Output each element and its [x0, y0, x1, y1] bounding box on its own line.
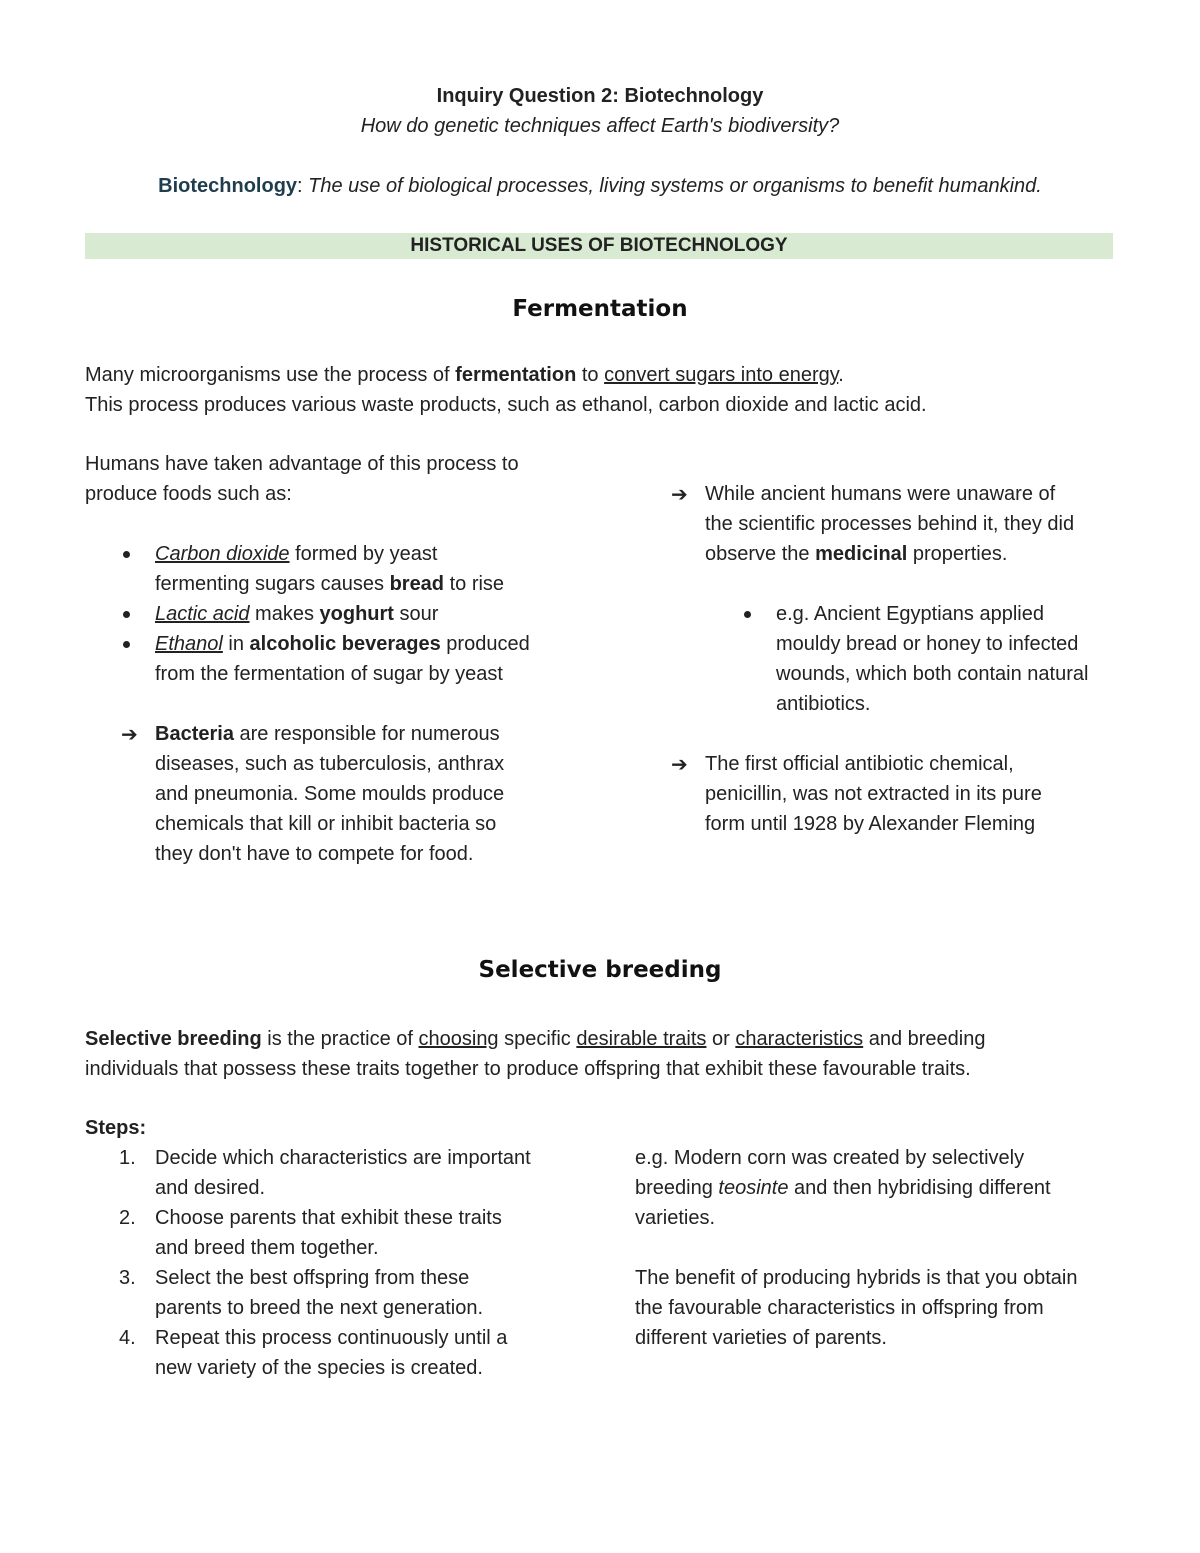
list-item: [85, 629, 605, 689]
text-line: and pneumonia. Some moulds produce: [155, 783, 505, 805]
text-line: new variety of the species is created.: [155, 1357, 483, 1379]
term-alcoholic-beverages: alcoholic beverages: [249, 633, 441, 655]
text-run: or: [706, 1028, 736, 1050]
step-item: [85, 1203, 605, 1263]
underlined-phrase: choosing: [418, 1028, 499, 1050]
text-line: different varieties of parents.: [635, 1327, 887, 1349]
underlined-phrase: desirable traits: [576, 1028, 707, 1050]
step-item: [85, 1323, 605, 1383]
text-line: from the fermentation of sugar by yeast: [155, 663, 503, 685]
term-bacteria: Bacteria: [155, 723, 234, 745]
arrow-right-icon: ➔: [121, 722, 138, 746]
list-item: [635, 599, 1155, 719]
step-number: 3.: [119, 1267, 136, 1289]
text-line: mouldy bread or honey to infected: [776, 633, 1079, 655]
definition-sep: :: [297, 175, 309, 197]
text-run: sour: [393, 603, 439, 625]
list-item: [85, 599, 605, 629]
step-number: 2.: [119, 1207, 136, 1229]
text-line: The benefit of producing hybrids is that you obtain: [635, 1267, 1078, 1289]
bullet-icon: [744, 611, 751, 618]
text-run: are responsible for numerous: [233, 723, 500, 745]
step-item: [85, 1263, 605, 1323]
arrow-right-icon: ➔: [671, 482, 688, 506]
underlined-phrase: characteristics: [735, 1028, 864, 1050]
step-number: 4.: [119, 1327, 136, 1349]
term-fermentation: fermentation: [455, 364, 577, 386]
text-line: Repeat this process continuously until a: [155, 1327, 508, 1349]
term-bread: bread: [389, 573, 445, 595]
text-line: they don't have to compete for food.: [155, 843, 474, 865]
arrow-item: [635, 749, 1155, 839]
selective-definition-1: [85, 1024, 985, 1054]
page-subtitle: How do genetic techniques affect Earth's biodiversity?: [360, 115, 840, 137]
text-line: Decide which characteristics are important: [155, 1147, 531, 1169]
text-line: e.g. Modern corn was created by selectively: [635, 1147, 1025, 1169]
step-number: 1.: [119, 1147, 136, 1169]
text-run: to rise: [444, 573, 505, 595]
term-ethanol: Ethanol: [155, 633, 223, 655]
step-item: [85, 1143, 605, 1203]
text-run: to: [576, 364, 605, 386]
fermentation-intro-2: This process produces various waste products, such as ethanol, carbon dioxide and lactic acid.: [85, 394, 927, 416]
text-run: breeding: [635, 1177, 719, 1199]
text-line: Select the best offspring from these: [155, 1267, 470, 1289]
term-selective-breeding: Selective breeding: [85, 1028, 262, 1050]
term-lactic-acid: Lactic acid: [155, 603, 250, 625]
bullet-icon: [123, 551, 130, 558]
fermentation-right-column: [635, 479, 1155, 839]
definition-term: Biotechnology: [158, 175, 298, 197]
fermentation-intro-1: [85, 360, 844, 390]
text-line: The first official antibiotic chemical,: [705, 753, 1014, 775]
term-carbon-dioxide: Carbon dioxide: [155, 543, 290, 565]
text-line: and breed them together.: [155, 1237, 379, 1259]
text-run: in: [222, 633, 250, 655]
text-run: .: [838, 364, 844, 386]
text-run: specific: [498, 1028, 577, 1050]
text-line: and desired.: [155, 1177, 266, 1199]
text-line: wounds, which both contain natural: [776, 663, 1089, 685]
section-banner: HISTORICAL USES OF BIOTECHNOLOGY: [85, 233, 1113, 259]
arrow-item: [635, 479, 1155, 569]
lead-line: produce foods such as:: [85, 483, 292, 505]
text-line: form until 1928 by Alexander Fleming: [705, 813, 1036, 835]
text-run: properties.: [907, 543, 1008, 565]
fermentation-left-column: [85, 449, 605, 869]
biotechnology-definition: [0, 175, 1200, 198]
selective-right-column: [635, 1143, 1175, 1353]
text-run: fermenting sugars causes: [155, 573, 390, 595]
list-item: [85, 539, 605, 599]
text-line: chemicals that kill or inhibit bacteria so: [155, 813, 497, 835]
text-line: the scientific processes behind it, they did: [705, 513, 1075, 535]
page-title: Inquiry Question 2: Biotechnology: [436, 85, 764, 107]
arrow-right-icon: ➔: [671, 752, 688, 776]
text-line: parents to breed the next generation.: [155, 1297, 484, 1319]
text-line: e.g. Ancient Egyptians applied: [776, 603, 1044, 625]
term-yoghurt: yoghurt: [319, 603, 394, 625]
text-line: diseases, such as tuberculosis, anthrax: [155, 753, 505, 775]
text-line: varieties.: [635, 1207, 716, 1229]
steps-list: [85, 1143, 605, 1383]
lead-line: Humans have taken advantage of this process to: [85, 453, 519, 475]
text-line: penicillin, was not extracted in its pure: [705, 783, 1042, 805]
arrow-item: [85, 719, 605, 869]
term-medicinal: medicinal: [815, 543, 908, 565]
text-run: and then hybridising different: [788, 1177, 1051, 1199]
text-line: antibiotics.: [776, 693, 871, 715]
text-line: Choose parents that exhibit these traits: [155, 1207, 502, 1229]
text-run: formed by yeast: [289, 543, 438, 565]
selective-definition-2: individuals that possess these traits together to produce offspring that exhibit these favourable traits.: [85, 1058, 971, 1080]
text-run: observe the: [705, 543, 816, 565]
text-run: is the practice of: [261, 1028, 419, 1050]
bullet-icon: [123, 641, 130, 648]
underlined-phrase: convert sugars into energy: [604, 364, 839, 386]
text-run: produced: [440, 633, 530, 655]
text-line: the favourable characteristics in offspring from: [635, 1297, 1044, 1319]
term-teosinte: teosinte: [718, 1177, 789, 1199]
text-line: While ancient humans were unaware of: [705, 483, 1056, 505]
text-run: and breeding: [863, 1028, 986, 1050]
text-run: makes: [249, 603, 320, 625]
steps-label: Steps:: [85, 1117, 147, 1139]
fermentation-heading: Fermentation: [512, 296, 688, 322]
selective-breeding-heading: Selective breeding: [478, 957, 722, 983]
definition-body: The use of biological processes, living systems or organisms to benefit humankind.: [308, 175, 1042, 197]
bullet-icon: [123, 611, 130, 618]
text-run: Many microorganisms use the process of: [85, 364, 456, 386]
